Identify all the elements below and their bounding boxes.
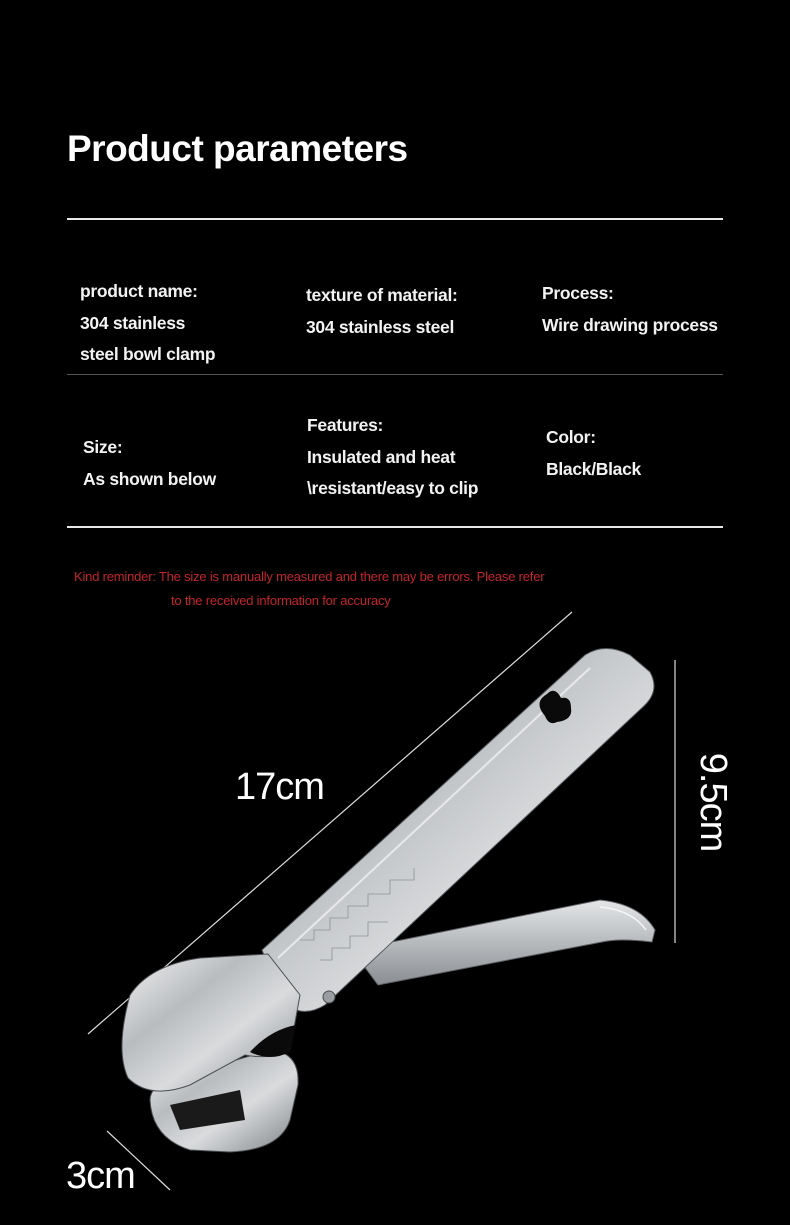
param-features-value-1: Insulated and heat — [307, 446, 456, 467]
pivot-rivet — [323, 991, 335, 1003]
param-color-label: Color: — [546, 427, 596, 447]
product-figure — [0, 600, 790, 1225]
length-label: 17cm — [235, 766, 324, 808]
param-color-value: Black/Black — [546, 458, 641, 479]
divider-middle — [67, 374, 723, 375]
param-features-label: Features: — [307, 415, 384, 435]
divider-bottom — [67, 526, 723, 528]
param-product-name-value-2: steel bowl clamp — [80, 344, 216, 364]
kind-reminder-line-2: to the received information for accuracy — [171, 593, 391, 608]
param-features-value-2: \resistant/easy to clip — [307, 478, 479, 498]
divider-top — [67, 218, 723, 220]
param-material-label: texture of material: — [306, 285, 458, 305]
width-label: 3cm — [66, 1155, 135, 1197]
page-title: Product parameters — [67, 128, 408, 169]
param-product-name-label: product name: — [80, 281, 198, 301]
param-material-value: 304 stainless steel — [306, 316, 455, 337]
param-product-name — [80, 276, 215, 371]
height-label: 9.5cm — [692, 752, 735, 852]
param-size-value: As shown below — [83, 468, 216, 489]
param-size — [83, 432, 216, 495]
param-material — [306, 280, 458, 343]
param-process-label: Process: — [542, 283, 614, 303]
param-process — [542, 278, 718, 341]
param-product-name-value-1: 304 stainless — [80, 312, 186, 333]
param-features — [307, 410, 478, 505]
param-color — [546, 422, 641, 485]
param-process-value: Wire drawing process — [542, 314, 718, 335]
kind-reminder-line-1: Kind reminder: The size is manually measured and there may be errors. Please refer — [74, 569, 545, 584]
param-size-label: Size: — [83, 437, 123, 457]
